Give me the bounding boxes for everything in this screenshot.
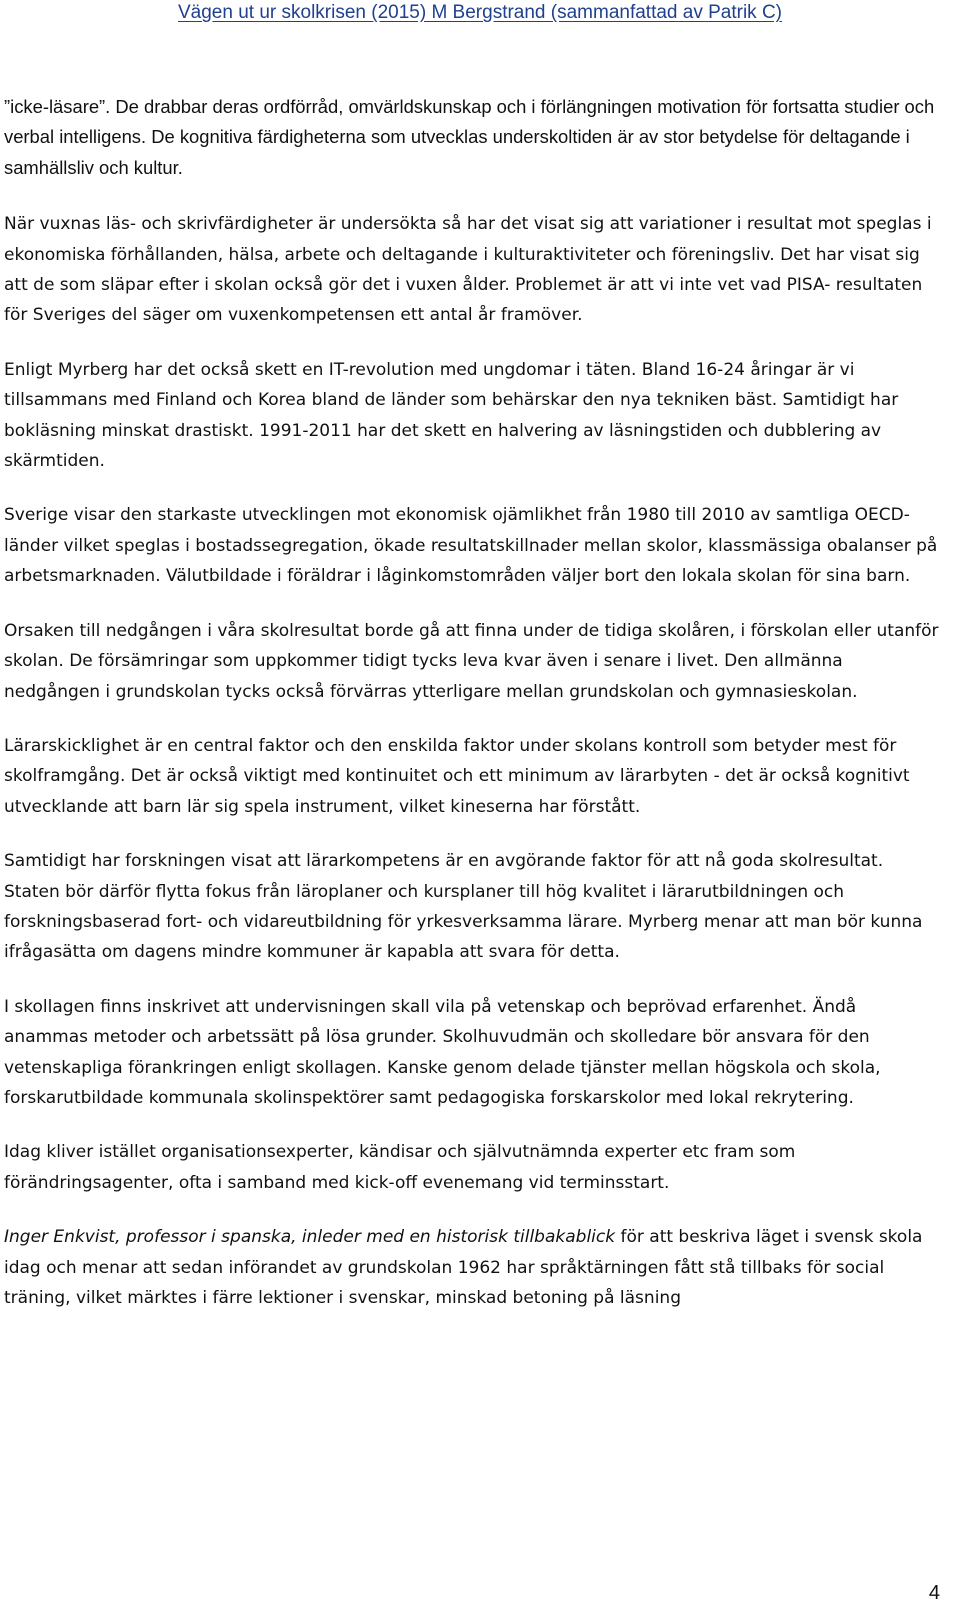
page-number: 4 — [928, 1582, 940, 1604]
paragraph-adult-literacy: När vuxnas läs- och skrivfärdigheter är undersökta så har det visat sig att variationer i resultat mot speglas i ekonomiska förhållanden, hälsa, arbete och deltagande i kulturaktiviteter och föreningsliv. Det har visat sig att de som släpar efter i skolan också gör det i vuxen ålder. Problemet är att vi inte vet vad PISA- resultaten för Sveriges del säger om vuxenkompetensen ett antal år framöver. — [4, 214, 932, 326]
paragraph-it-revolution: Enligt Myrberg har det också skett en IT-revolution med ungdomar i täten. Bland 16-24 åringar är vi tillsammans med Finland och Korea bland de länder som behärskar den nya tekniken bäst. Samtidigt har bokläsning minskat drastiskt. 1991-2011 har det skett en halvering av läsningstiden och dubblering av skärmtiden. — [4, 359, 899, 472]
paragraph-change-agents: Idag kliver istället organisationsexperter, kändisar och självutnämnda experter etc fram som förändringsagenter, ofta i samband med kick-off evenemang vid terminsstart. — [4, 1142, 796, 1193]
paragraph-reading-decline: ”icke-läsare”. De drabbar deras ordförråd, omvärldskunskap och i förlängningen motivation för fortsatta studier och verbal intelligens. De kognitiva färdigheterna som utvecklas underskoltiden är av stor betydelse för deltagande i samhällsliv och kultur. — [4, 96, 935, 178]
enkvist-intro-italic: Inger Enkvist, professor i spanska, inleder med en historisk tillbakablick — [4, 1227, 616, 1248]
enkvist-text: för att beskriva läget i svensk skola idag och menar att sedan införandet av grundskolan 1962 har språktärningen fått stå tillbaks för social träning, vilket märktes i färre lektioner i svenskar, minskad betoning på läsning — [4, 1227, 923, 1308]
document-body — [4, 92, 939, 1313]
paragraph-teacher-competence: Samtidigt har forskningen visat att lärarkompetens är en avgörande faktor för att nå goda skolresultat. Staten bör därför flytta fokus från läroplaner och kursplaner till hög kvalitet i lärarutbildningen och forskningsbaserad fort- och vidareutbildning för yrkesverksamma lärare. Myrberg menar att man bör kunna ifrågasätta om dagens mindre kommuner är kapabla att svara för detta. — [4, 851, 923, 963]
paragraph-school-law: I skollagen finns inskrivet att undervisningen skall vila på vetenskap och beprövad erfarenhet. Ändå anammas metoder och arbetssätt på lösa grunder. Skolhuvudmän och skolledare bör ansvara för den vetenskapliga förankringen enligt skollagen. Kanske genom delade tjänster mellan högskola och skola, forskarutbildade kommunala skolinspektörer samt pedagogiska forskarskolor med lokal rekrytering. — [4, 996, 881, 1108]
paragraph-economic-inequality: Sverige visar den starkaste utvecklingen mot ekonomisk ojämlikhet från 1980 till 2010 av samtliga OECD-länder vilket speglas i bostadssegregation, ökade resultatskillnader mellan skolor, klassmässiga obalanser på arbetsmarknaden. Välutbildade i föräldrar i låginkomstområden väljer bort den lokala skolan för sina barn. — [4, 505, 938, 587]
paragraph-enkvist — [4, 1222, 939, 1313]
paragraph-decline-causes: Orsaken till nedgången i våra skolresultat borde gå att finna under de tidiga skolåren, i förskolan eller utanför skolan. De försämringar som uppkommer tidigt tycks leva kvar även i senare i livet. Den allmänna nedgången i grundskolan tycks också förvärras ytterligare mellan grundskolan och gymnasieskolan. — [4, 620, 939, 702]
paragraph-teacher-skill: Lärarskicklighet är en central faktor och den enskilda faktor under skolans kontroll som betyder mest för skolframgång. Det är också viktigt med kontinuitet och ett minimum av lärarbyten - det är också kognitivt utvecklande att barn lär sig spela instrument, vilket kineserna har förstått. — [4, 735, 910, 817]
running-header: Vägen ut ur skolkrisen (2015) M Bergstrand (sammanfattad av Patrik C) — [177, 2, 783, 23]
